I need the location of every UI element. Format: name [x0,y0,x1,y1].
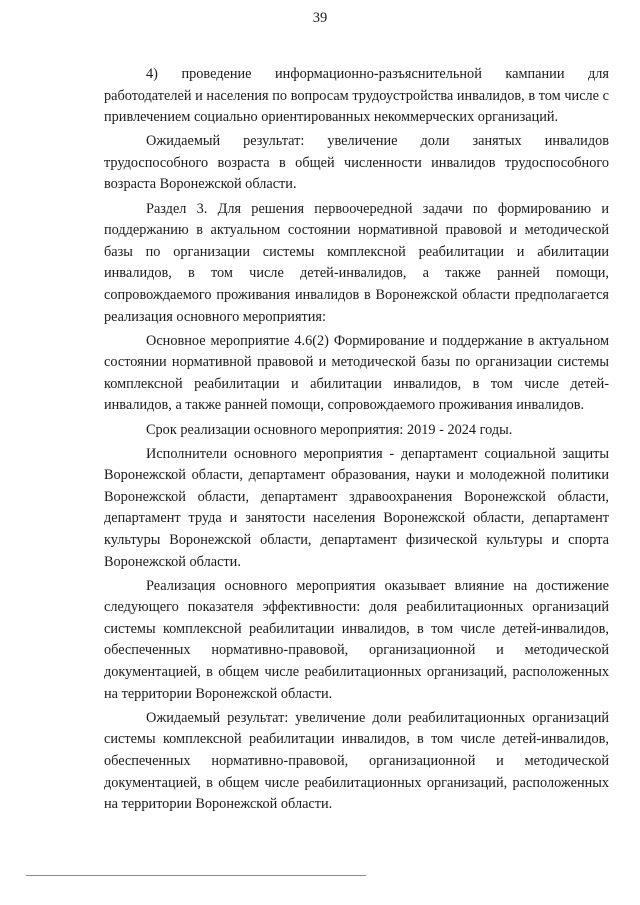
paragraph-implementation-period: Срок реализации основного мероприятия: 2019 - 2024 годы. [146,421,513,438]
paragraph-item-4-outreach-campaign: 4) проведение информационно-разъяснительной кампании для работодателей и населения по вопросам трудоустройства инвалидов, в том числе с привлечением социально ориентированных некоммерческих организаций. [104,66,609,126]
paragraph-expected-result-employment: Ожидаемый результат: увеличение доли занятых инвалидов трудоспособного возраста в общей численности инвалидов трудоспособного возраста Воронежской области. [104,133,609,193]
paragraph-executors: Исполнители основного мероприятия - департамент социальной защиты Воронежской области, департамент образования, науки и молодежной политики Воронежской области, департамент здравоохранения Воронежской области, департамент труда и занятости населения Воронежской области, департамент культуры Воронежской области, департамент физической культуры и спорта Воронежской области. [104,445,609,570]
paragraph-section-3: Раздел 3. Для решения первоочередной задачи по формированию и поддержанию в актуальном состоянии нормативной правовой и методической базы по организации системы комплексной реабилитации и абилитации инвалидов, в том числе детей-инвалидов, а также ранней помощи, сопровождаемого проживания инвалидов в Воронежской области предполагается реализация основного мероприятия: [104,200,609,325]
paragraph-efficiency-indicator: Реализация основного мероприятия оказывает влияние на достижение следующего показателя эффективности: доля реабилитационных организаций системы комплексной реабилитации инвалидов, в том числе детей-инвалидов, обеспеченных нормативно-правовой, организационной и методической документацией, в общем числе реабилитационных организаций, расположенных на территории Воронежской области. [104,577,609,702]
document-body [104,64,609,816]
paragraph-main-measure-4-6-2: Основное мероприятие 4.6(2) Формирование и поддержание в актуальном состоянии нормативной правовой и методической базы по организации системы комплексной реабилитации и абилитации инвалидов, в том числе детей-инвалидов, а также ранней помощи, сопровождаемого проживания инвалидов. [104,332,609,414]
paragraph-expected-result-organizations: Ожидаемый результат: увеличение доли реабилитационных организаций системы комплексной реабилитации инвалидов, в том числе детей-инвалидов, обеспеченных нормативно-правовой, организационной и методической документацией, в общем числе реабилитационных организаций, расположенных на территории Воронежской области. [104,709,609,813]
footer-divider [26,875,366,876]
page-number: 39 [312,10,328,26]
